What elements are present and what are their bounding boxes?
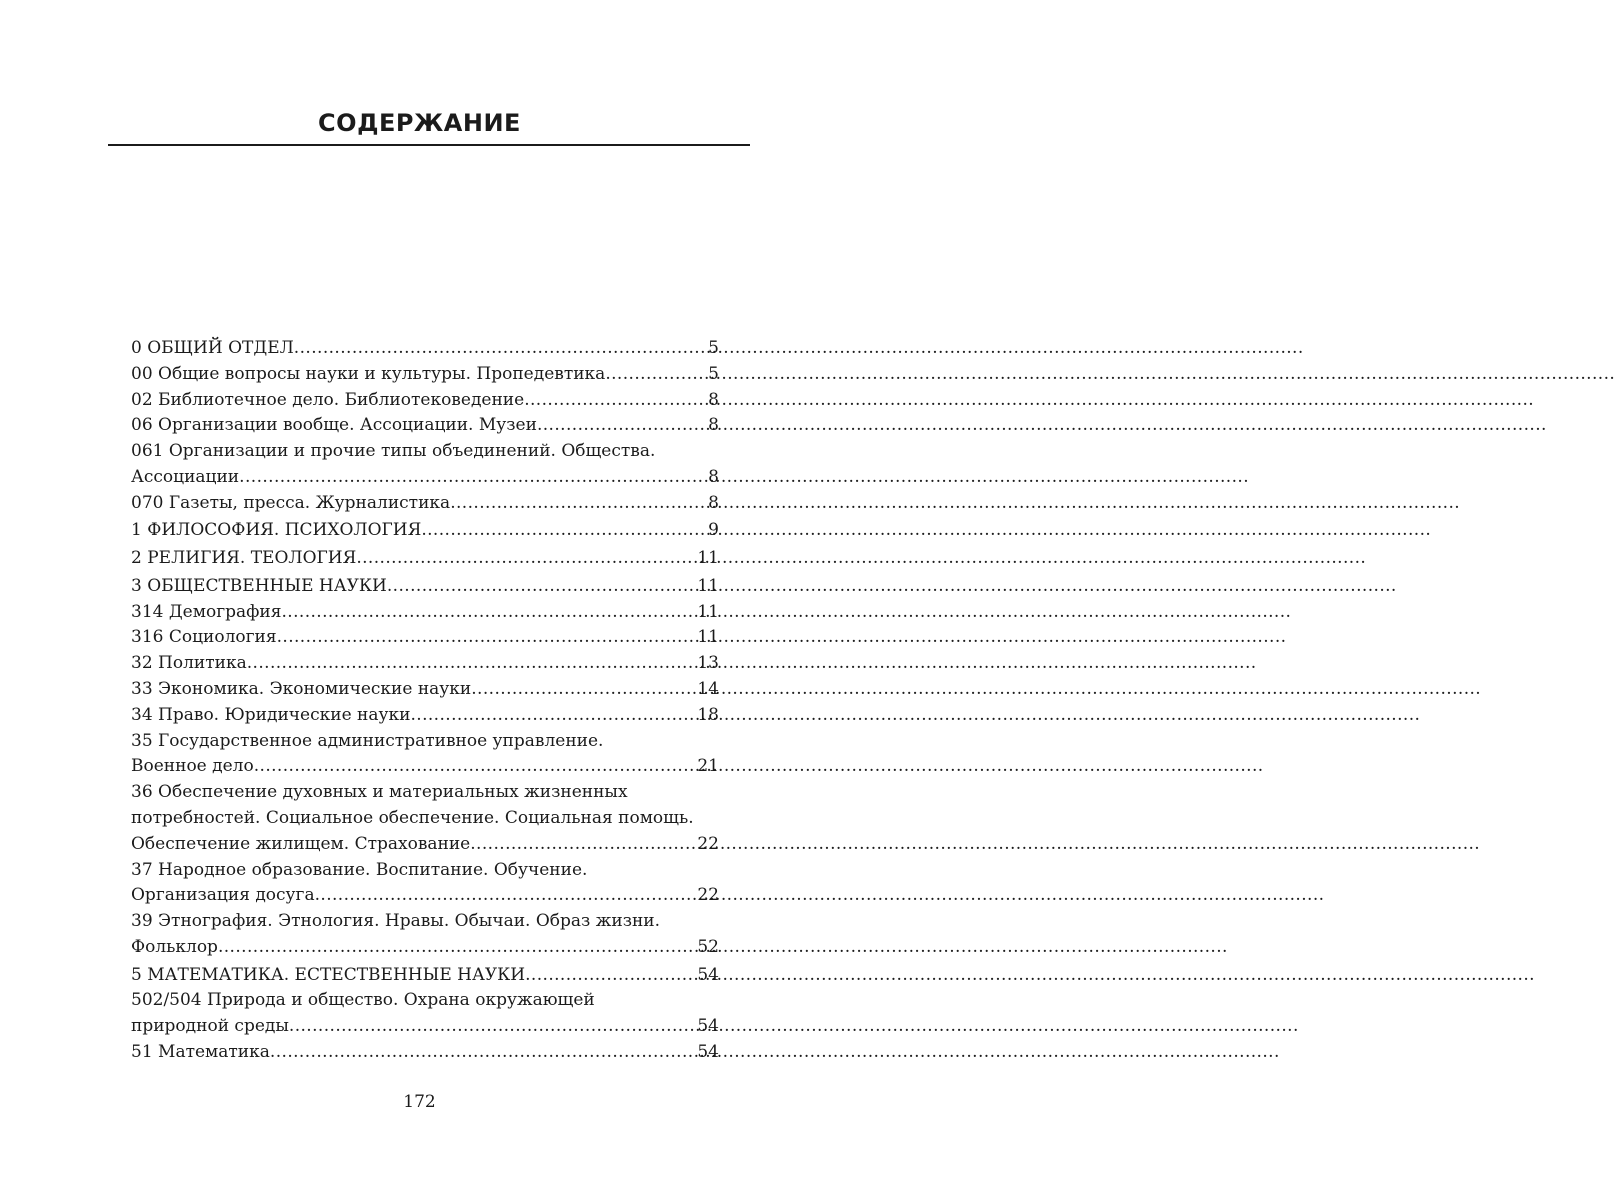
toc-entry-title: Организация досуга xyxy=(131,885,315,906)
toc-entry-page: 54 xyxy=(697,1016,719,1037)
dot-leader xyxy=(315,883,697,909)
toc-entry-page: 14 xyxy=(697,679,719,700)
toc-section-entry xyxy=(131,518,719,544)
toc-entry-title-line: 35 Государственное административное управление. xyxy=(131,730,604,751)
dot-leader xyxy=(239,465,707,491)
toc-entry-title: 00 Общие вопросы науки и культуры. Пропедевтика xyxy=(131,363,606,384)
toc-entry xyxy=(131,413,719,439)
dot-leader xyxy=(471,677,696,703)
toc-entry xyxy=(131,703,719,729)
toc-entry-page: 22 xyxy=(697,833,719,854)
toc-entry-title: 5 МАТЕМАТИКА. ЕСТЕСТВЕННЫЕ НАУКИ xyxy=(131,964,526,985)
dot-leader xyxy=(410,703,696,729)
toc-entry xyxy=(131,362,719,388)
dot-leader xyxy=(270,1040,696,1066)
toc-entry-line xyxy=(131,963,719,989)
toc-entry-page: 11 xyxy=(697,627,719,648)
toc-entry-page: 54 xyxy=(697,964,719,985)
toc-entry-page: 52 xyxy=(697,937,719,957)
toc-entry xyxy=(131,677,719,703)
dot-leader xyxy=(525,963,696,989)
toc-entry-title-line: 061 Организации и прочие типы объединений. Общества. xyxy=(131,441,656,462)
toc-entry-line xyxy=(131,677,719,703)
title-underline xyxy=(108,144,750,146)
toc-entry-title-line: потребностей. Социальное обеспечение. Социальная помощь. xyxy=(131,808,694,829)
toc-entry-title: Военное дело xyxy=(131,756,254,777)
toc-section-entry xyxy=(131,574,719,600)
toc-entry-page: 8 xyxy=(708,389,719,410)
toc-entry-line xyxy=(131,651,719,677)
toc-entry-page: 18 xyxy=(697,704,719,725)
toc-entry xyxy=(131,491,719,517)
dot-leader xyxy=(289,1014,696,1040)
toc-entry-page: 8 xyxy=(708,466,719,487)
dot-leader xyxy=(524,388,707,414)
toc-entry-page: 13 xyxy=(697,653,719,674)
toc-section-entry xyxy=(131,546,719,572)
dot-leader xyxy=(277,625,697,651)
toc-entry-line xyxy=(131,336,719,362)
dot-leader xyxy=(294,336,707,362)
dot-leader xyxy=(281,600,696,626)
toc-entry-title: Обеспечение жилищем. Страхование xyxy=(131,833,471,854)
toc-entry-line xyxy=(131,935,719,961)
toc-entry-line xyxy=(131,491,719,517)
dot-leader xyxy=(470,832,696,858)
toc-entry-page: 11 xyxy=(697,548,719,569)
toc-entry-page: 21 xyxy=(697,756,719,777)
dot-leader xyxy=(537,413,707,439)
toc-entry xyxy=(131,780,719,857)
toc-entry xyxy=(131,388,719,414)
toc-entry xyxy=(131,651,719,677)
toc-entry-line xyxy=(131,625,719,651)
toc-entry-line xyxy=(131,1040,719,1066)
toc-entry-title: 33 Экономика. Экономические науки xyxy=(131,679,472,700)
toc-entry-page: 5 xyxy=(708,363,719,384)
page-title: СОДЕРЖАНИЕ xyxy=(318,109,521,137)
toc-entry xyxy=(131,909,719,961)
toc-entry-title: Фольклор xyxy=(131,937,218,957)
dot-leader xyxy=(421,518,707,544)
toc-entry-line xyxy=(131,832,719,858)
toc-entry-title: 02 Библиотечное дело. Библиотековедение xyxy=(131,389,525,410)
dot-leader xyxy=(247,651,697,677)
dot-leader xyxy=(387,574,696,600)
toc-entry-title-line: 39 Этнография. Этнология. Нравы. Обычаи. Образ жизни. xyxy=(131,911,661,932)
toc-entry xyxy=(131,625,719,651)
toc-entry-line xyxy=(131,546,719,572)
toc-entry-line xyxy=(131,574,719,600)
toc-entry xyxy=(131,729,719,781)
toc-entry-title: 51 Математика xyxy=(131,1042,270,1063)
toc-entry xyxy=(131,1040,719,1066)
toc-entry-line xyxy=(131,465,719,491)
toc-entry-title: 314 Демография xyxy=(131,601,282,622)
toc-entry-page: 54 xyxy=(697,1042,719,1063)
toc-entry-title: природной среды xyxy=(131,1016,289,1037)
toc-entry-title: 34 Право. Юридические науки xyxy=(131,704,411,725)
toc-entry-title: 2 РЕЛИГИЯ. ТЕОЛОГИЯ xyxy=(131,548,357,569)
toc-entry-line xyxy=(131,883,719,909)
toc-entry-title: 3 ОБЩЕСТВЕННЫЕ НАУКИ xyxy=(131,575,387,596)
table-of-contents xyxy=(131,336,719,1066)
toc-entry-title: 1 ФИЛОСОФИЯ. ПСИХОЛОГИЯ xyxy=(131,520,422,541)
toc-entry xyxy=(131,858,719,910)
toc-entry-line xyxy=(131,388,719,414)
toc-section-entry xyxy=(131,963,719,989)
toc-entry-title: 0 ОБЩИЙ ОТДЕЛ xyxy=(131,338,294,358)
dot-leader xyxy=(254,754,697,780)
toc-entry-page: 8 xyxy=(708,415,719,436)
toc-entry xyxy=(131,600,719,626)
toc-entry-page: 9 xyxy=(708,520,719,541)
toc-entry xyxy=(131,439,719,491)
toc-section-entry xyxy=(131,336,719,362)
toc-entry-line xyxy=(131,600,719,626)
toc-entry-title-line: 502/504 Природа и общество. Охрана окружающей xyxy=(131,990,595,1011)
toc-entry-page: 11 xyxy=(697,575,719,596)
toc-entry-page: 11 xyxy=(697,601,719,622)
toc-entry-line xyxy=(131,1014,719,1040)
dot-leader xyxy=(356,546,696,572)
toc-entry-title: Ассоциации xyxy=(131,466,240,487)
dot-leader xyxy=(605,362,707,388)
toc-entry-title: 32 Политика xyxy=(131,653,247,674)
toc-entry-page: 5 xyxy=(708,338,719,358)
page-number: 172 xyxy=(403,1092,436,1112)
dot-leader xyxy=(450,491,707,517)
toc-entry-line xyxy=(131,754,719,780)
toc-entry-line xyxy=(131,362,719,388)
toc-entry-title: 06 Организации вообще. Ассоциации. Музеи xyxy=(131,415,537,436)
toc-entry xyxy=(131,988,719,1040)
toc-entry-line xyxy=(131,703,719,729)
toc-entry-line xyxy=(131,518,719,544)
toc-entry-line xyxy=(131,413,719,439)
toc-entry-title: 316 Социология xyxy=(131,627,277,648)
toc-entry-title: 070 Газеты, пресса. Журналистика xyxy=(131,492,451,513)
toc-entry-title-line: 37 Народное образование. Воспитание. Обучение. xyxy=(131,859,588,880)
dot-leader xyxy=(218,935,696,961)
toc-entry-title-line: 36 Обеспечение духовных и материальных жизненных xyxy=(131,782,628,803)
toc-entry-page: 8 xyxy=(708,492,719,513)
toc-entry-page: 22 xyxy=(697,885,719,906)
